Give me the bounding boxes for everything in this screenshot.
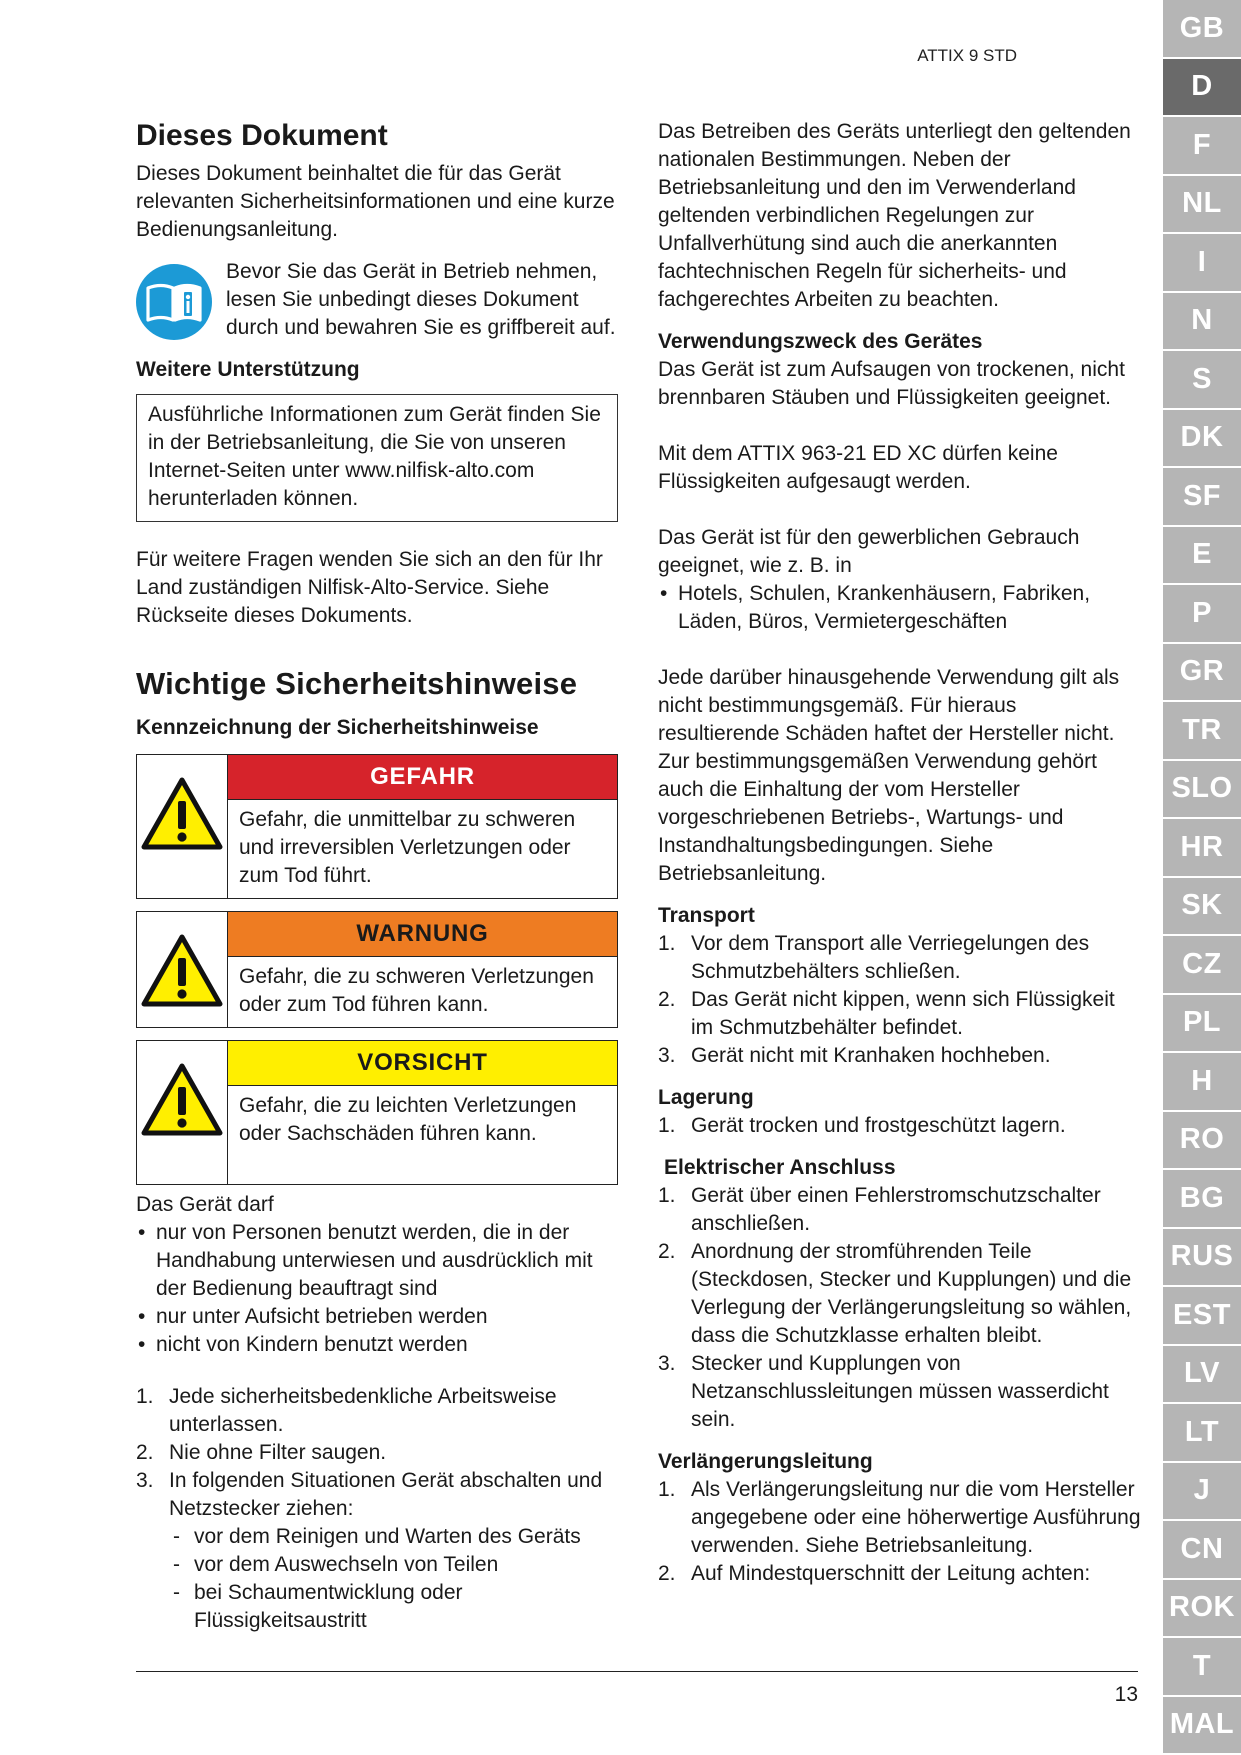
language-tab[interactable]: S (1163, 351, 1241, 408)
hazard-label-danger: GEFAHR (228, 755, 617, 800)
hazard-text-danger: Gefahr, die unmittelbar zu schweren und irreversiblen Verletzungen oder zum Tod führt. (239, 808, 576, 887)
support-box-text: Ausführliche Informationen zum Gerät finden Sie in der Betriebsanleitung, die Sie von unseren Internet-Seiten unter www.nilfisk-alto.com herunterladen können. (148, 403, 601, 510)
hazard-label-warning: WARNUNG (228, 912, 617, 957)
language-tab-bar (1163, 0, 1241, 1755)
language-tab[interactable]: NL (1163, 176, 1241, 233)
language-tab[interactable]: RO (1163, 1112, 1241, 1169)
language-tab[interactable]: I (1163, 234, 1241, 291)
language-tab[interactable]: PL (1163, 995, 1241, 1052)
language-tab[interactable]: H (1163, 1053, 1241, 1110)
language-tab[interactable]: SF (1163, 468, 1241, 525)
transport-list (658, 930, 1142, 1070)
document-model-header: ATTIX 9 STD (917, 46, 1017, 65)
list-item: 2. Nie ohne Filter saugen. (136, 1441, 387, 1464)
warning-triangle-icon (137, 912, 228, 1027)
electrical-list (658, 1182, 1142, 1434)
regulations-text: Das Betreiben des Geräts unterliegt den geltenden nationalen Bestimmungen. Neben der Betriebsanleitung und den im Verwenderland geltenden verbindlichen Regelungen zur Unfallverhütung sind auch die anerkannten fachtechnischen Regeln für sicherheits- und fachgerechtes Arbeiten zu beachten. (658, 120, 1131, 311)
list-item: 1. Jede sicherheitsbedenkliche Arbeitsweise unterlassen. (136, 1385, 557, 1436)
list-item: 1. Vor dem Transport alle Verriegelungen des Schmutzbehälters schließen. (658, 932, 1090, 983)
list-item: 1. Gerät trocken und frostgeschützt lagern. (658, 1114, 1066, 1137)
language-tab[interactable]: TR (1163, 702, 1241, 759)
rule-text: Jede sicherheitsbedenkliche Arbeitsweise unterlassen. (169, 1385, 557, 1436)
misuse-text: Jede darüber hinausgehende Verwendung gilt als nicht bestimmungsgemäß. Für hieraus resultierende Schäden haftet der Hersteller nicht. (658, 666, 1120, 745)
transport-heading: Transport (658, 904, 755, 927)
language-tab[interactable]: N (1163, 293, 1241, 350)
support-heading: Weitere Unterstützung (136, 358, 360, 381)
right-column (658, 118, 1142, 1588)
language-tab[interactable]: T (1163, 1638, 1241, 1695)
footer-divider (136, 1671, 1138, 1672)
language-tab[interactable]: ROK (1163, 1580, 1241, 1637)
list-item: • nicht von Kindern benutzt werden (136, 1331, 618, 1359)
rule-text: Nie ohne Filter saugen. (169, 1441, 387, 1464)
list-item: • nur von Personen benutzt werden, die in der Handhabung unterwiesen und ausdrücklich mit der Bedienung beauftragt sind (136, 1219, 618, 1303)
language-tab-active[interactable]: D (1163, 59, 1241, 116)
hazard-warning-box (136, 911, 618, 1028)
warning-triangle-icon (137, 1041, 228, 1184)
list-item: 1. Als Verlängerungsleitung nur die vom Hersteller angegebene oder eine höherwertige Ausführung verwenden. Siehe Betriebsanleitung. (658, 1478, 1141, 1557)
list-item: • Hotels, Schulen, Krankenhäusern, Fabriken, Läden, Büros, Vermietergeschäften (658, 580, 1142, 636)
list-item: 3. Gerät nicht mit Kranhaken hochheben. (658, 1044, 1051, 1067)
support-text: Für weitere Fragen wenden Sie sich an den für Ihr Land zuständigen Nilfisk-Alto-Service. Siehe Rückseite dieses Dokuments. (136, 548, 603, 627)
list-item: 2. Anordnung der stromführenden Teile (Steckdosen, Stecker und Kupplungen) und die Verlegung der Verlängerungsleitung so wählen, dass die Schutzklasse erhalten bleibt. (658, 1240, 1132, 1347)
marking-heading: Kennzeichnung der Sicherheitshinweise (136, 716, 539, 739)
safety-title: Wichtige Sicherheitshinweise (136, 666, 578, 701)
language-tab[interactable]: J (1163, 1463, 1241, 1520)
list-item: - vor dem Reinigen und Warten des Geräts (169, 1523, 618, 1551)
language-tab[interactable]: LT (1163, 1404, 1241, 1461)
language-tab[interactable]: GR (1163, 644, 1241, 701)
read-manual-note (136, 258, 618, 342)
hazard-label-caution: VORSICHT (228, 1041, 617, 1086)
read-manual-icon (136, 264, 212, 340)
hazard-text-caution: Gefahr, die zu leichten Verletzungen oder Sachschäden führen kann. (239, 1094, 577, 1145)
hazard-text-warning: Gefahr, die zu schweren Verletzungen oder zum Tod führen kann. (239, 965, 594, 1016)
storage-list (658, 1112, 1142, 1140)
language-tab[interactable]: MAL (1163, 1697, 1241, 1754)
left-column (136, 118, 618, 1635)
hazard-danger-box (136, 754, 618, 899)
language-tab[interactable]: F (1163, 117, 1241, 174)
language-tab[interactable]: BG (1163, 1170, 1241, 1227)
extension-heading: Verlängerungsleitung (658, 1450, 873, 1473)
language-tab[interactable]: RUS (1163, 1229, 1241, 1286)
read-manual-text: Bevor Sie das Gerät in Betrieb nehmen, lesen Sie unbedingt dieses Dokument durch und bewahren Sie es griffbereit auf. (226, 260, 616, 339)
list-item: 1. Gerät über einen Fehlerstromschutzschalter anschließen. (658, 1184, 1101, 1235)
usage-list (136, 1219, 618, 1359)
rules-list (136, 1383, 618, 1635)
language-tab[interactable]: P (1163, 585, 1241, 642)
language-tab[interactable]: SK (1163, 878, 1241, 935)
support-info-box (136, 394, 618, 522)
language-tab[interactable]: E (1163, 527, 1241, 584)
storage-heading: Lagerung (658, 1086, 754, 1109)
language-tab[interactable]: CZ (1163, 936, 1241, 993)
hazard-caution-box (136, 1040, 618, 1185)
list-item: - vor dem Auswechseln von Teilen (169, 1551, 618, 1579)
language-tab[interactable]: GB (1163, 0, 1241, 57)
language-tab[interactable]: EST (1163, 1287, 1241, 1344)
proper-use-text: Zur bestimmungsgemäßen Verwendung gehört auch die Einhaltung der vom Hersteller vorgeschriebenen Betriebs-, Wartungs- und Instandhaltungsbedingungen. Siehe Betriebsanleitung. (658, 750, 1097, 885)
commercial-text: Das Gerät ist für den gewerblichen Gebrauch geeignet, wie z. B. in (658, 526, 1080, 577)
warning-triangle-icon (137, 755, 228, 898)
page-number: 13 (1114, 1683, 1138, 1706)
language-tab[interactable]: SLO (1163, 761, 1241, 818)
language-tab[interactable]: DK (1163, 410, 1241, 467)
commercial-list (658, 580, 1142, 636)
list-item: 2. Das Gerät nicht kippen, wenn sich Flüssigkeit im Schmutzbehälter befindet. (658, 988, 1115, 1039)
list-item: 2. Auf Mindestquerschnitt der Leitung achten: (658, 1562, 1091, 1585)
rule-text: In folgenden Situationen Gerät abschalten und Netzstecker ziehen: (169, 1469, 603, 1520)
doc-title: Dieses Dokument (136, 119, 388, 152)
extension-list (658, 1476, 1142, 1588)
purpose-heading: Verwendungszweck des Gerätes (658, 330, 983, 353)
list-item: 3. In folgenden Situationen Gerät abschalten und Netzstecker ziehen: - vor dem Reinigen und Warten des Geräts - vor dem Auswechseln von Teilen - bei Schaumentwicklung oder Flüssigkeitsaustritt (136, 1467, 618, 1635)
list-item: 3. Stecker und Kupplungen von Netzanschlussleitungen müssen wasserdicht sein. (658, 1352, 1109, 1431)
language-tab[interactable]: CN (1163, 1521, 1241, 1578)
purpose-text: Das Gerät ist zum Aufsaugen von trockenen, nicht brennbaren Stäuben und Flüssigkeiten geeignet. (658, 358, 1125, 409)
electrical-heading: Elektrischer Anschluss (664, 1156, 896, 1179)
purpose-note: Mit dem ATTIX 963-21 ED XC dürfen keine Flüssigkeiten aufgesaugt werden. (658, 442, 1058, 493)
usage-intro: Das Gerät darf (136, 1193, 274, 1216)
doc-intro: Dieses Dokument beinhaltet die für das Gerät relevanten Sicherheitsinformationen und eine kurze Bedienungsanleitung. (136, 162, 615, 241)
list-item: - bei Schaumentwicklung oder Flüssigkeitsaustritt (169, 1579, 618, 1635)
language-tab[interactable]: LV (1163, 1346, 1241, 1403)
rule-sublist (169, 1523, 618, 1635)
list-item: • nur unter Aufsicht betrieben werden (136, 1303, 618, 1331)
language-tab[interactable]: HR (1163, 819, 1241, 876)
